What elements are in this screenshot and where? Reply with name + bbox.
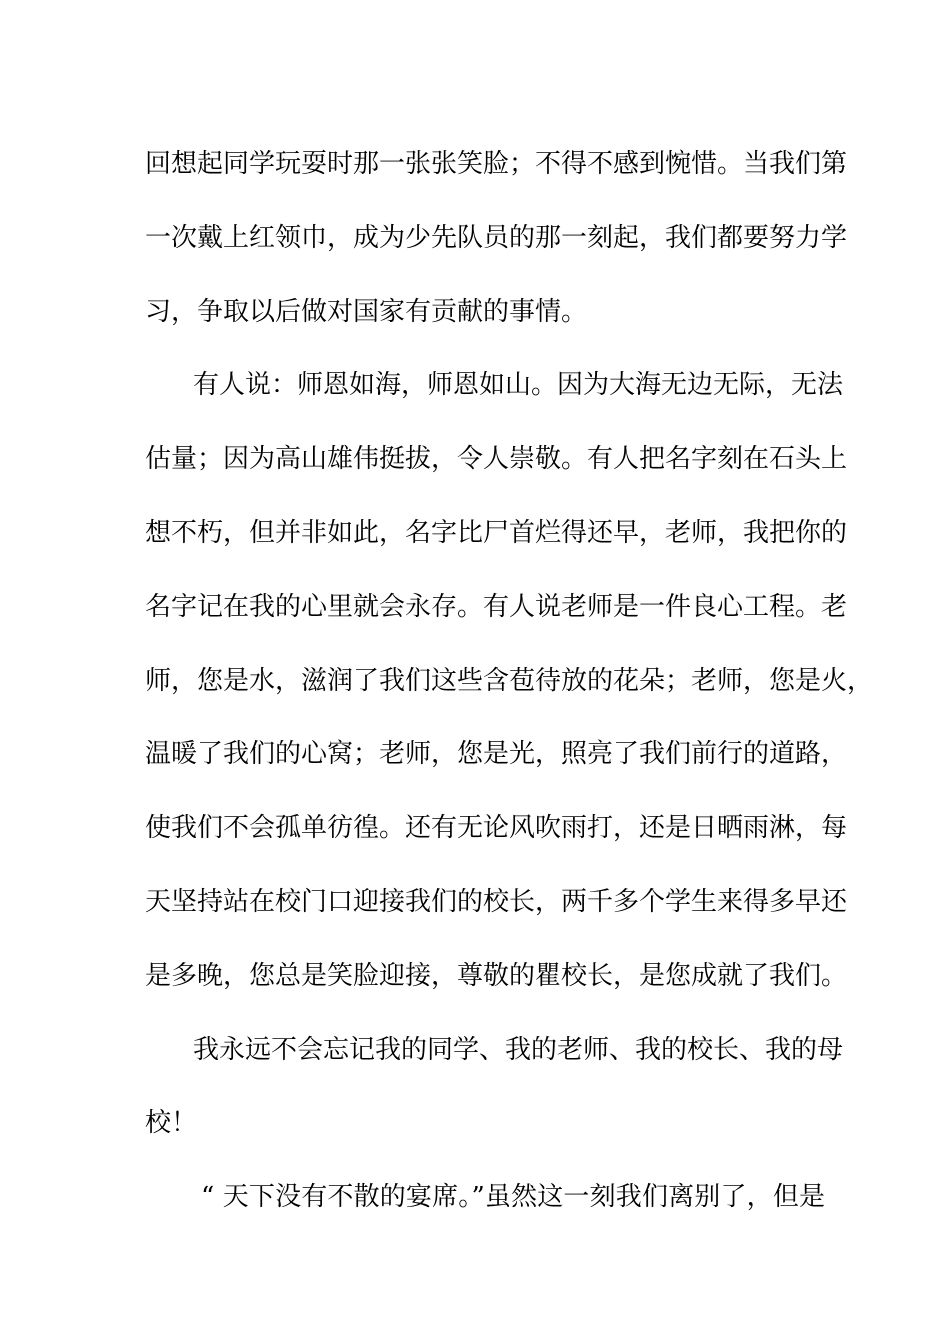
text-line: 习，争取以后做对国家有贡献的事情。 bbox=[145, 296, 588, 327]
document-body bbox=[145, 128, 874, 1235]
text-line: 想不朽，但并非如此，名字比尸首烂得还早，老师，我把你的 bbox=[145, 517, 848, 548]
text-line: 估量；因为高山雄伟挺拔，令人崇敬。有人把名字刻在石头上 bbox=[145, 444, 848, 475]
text-line: 温暖了我们的心窝；老师，您是光，照亮了我们前行的道路， bbox=[145, 739, 848, 770]
text-line: 回想起同学玩耍时那一张张笑脸；不得不感到惋惜。当我们第 bbox=[145, 149, 848, 179]
paragraph-start-line: “ 天下没有不散的宴席。”虽然这一刻我们离别了，但是 bbox=[201, 1182, 825, 1213]
text-line: 天坚持站在校门口迎接我们的校长，两千多个学生来得多早还 bbox=[145, 886, 848, 917]
paragraph-start-line: 我永远不会忘记我的同学、我的老师、我的校长、我的母 bbox=[193, 1034, 844, 1065]
text-line: 是多晚，您总是笑脸迎接，尊敬的瞿校长，是您成就了我们。 bbox=[145, 960, 848, 991]
text-line: 校！ bbox=[145, 1108, 198, 1139]
text-line: 使我们不会孤单彷徨。还有无论风吹雨打，还是日晒雨淋，每 bbox=[145, 813, 848, 844]
text-line: 一次戴上红领巾，成为少先队员的那一刻起，我们都要努力学 bbox=[145, 222, 848, 253]
text-line: 师，您是水，滋润了我们这些含苞待放的花朵；老师，您是火， bbox=[145, 665, 874, 696]
text-line: 名字记在我的心里就会永存。有人说老师是一件良心工程。老 bbox=[145, 591, 848, 622]
paragraph-start-line: 有人说：师恩如海，师恩如山。因为大海无边无际，无法 bbox=[193, 370, 844, 401]
